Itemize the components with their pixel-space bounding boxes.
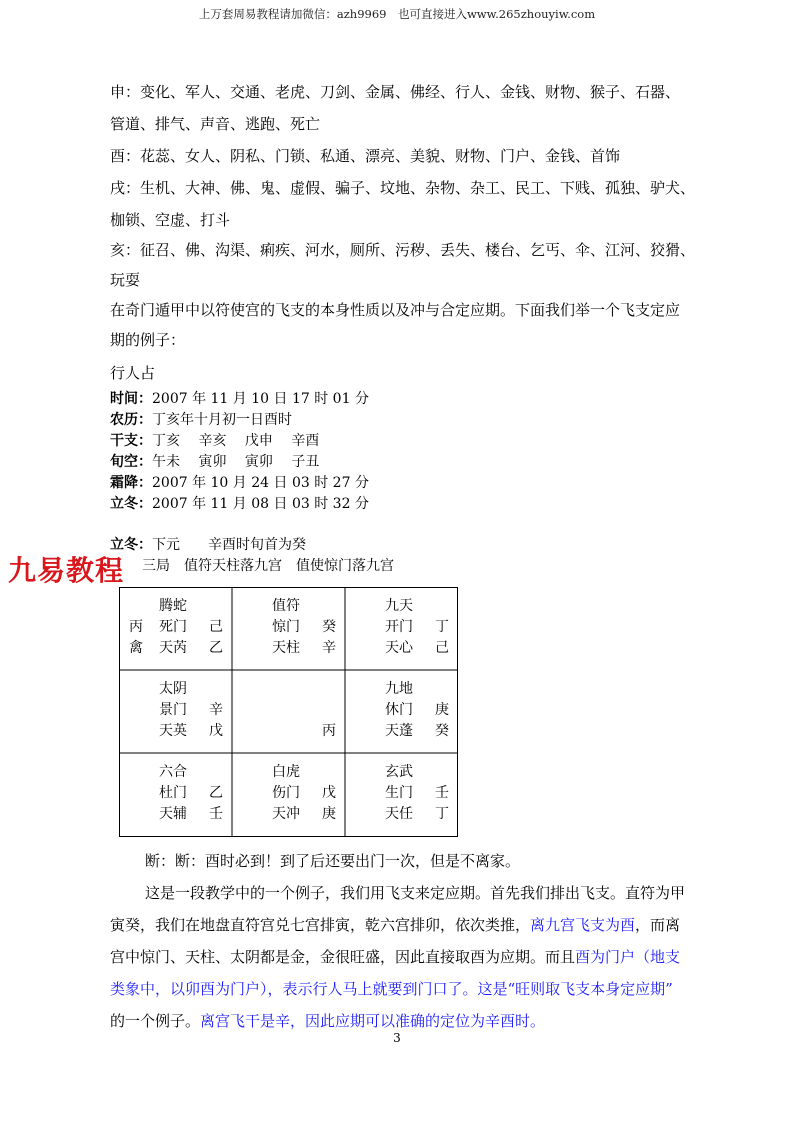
highlight-text: 类象中，以卯酉为门户），表示行人马上就要到门口了。	[110, 980, 478, 998]
info-label: 立冬：	[110, 537, 152, 553]
highlight-text: 离九宫飞支为酉	[530, 916, 636, 934]
info-value: 2007 年 11 月 08 日 03 时 32 分	[152, 496, 369, 512]
heaven-stem: 辛	[209, 702, 223, 718]
qimen-chart	[119, 587, 458, 837]
text-run: 的一个例子。	[110, 1012, 201, 1030]
info-value: 午未 寅卯 寅卯 子丑	[152, 454, 320, 470]
text-line	[110, 947, 680, 967]
text-run: 寅癸，我们在地盘直符宫兑七宫排寅，乾六宫排卯，依次类推，	[110, 916, 531, 934]
text-line: 玩耍	[110, 271, 141, 289]
info-value: 2007 年 11 月 10 日 17 时 01 分	[152, 391, 369, 407]
palace-cell	[119, 753, 232, 836]
text-line: 管道、排气、声音、逃跑、死亡	[110, 115, 321, 133]
text-line: 酉：花蕊、女人、阴私、门锁、私通、漂亮、美貌、财物、门户、金钱、首饰	[110, 147, 621, 165]
earth-stem: 癸	[435, 723, 449, 739]
spirit: 白虎	[272, 764, 300, 780]
text-line: 戌：生机、大神、佛、鬼、虚假、骗子、坟地、杂物、杂工、民工、下贱、孤独、驴犬、	[110, 179, 696, 197]
info-row	[110, 473, 369, 493]
star: 天英	[159, 723, 187, 739]
star: 天辅	[159, 806, 187, 822]
info-label: 霜降：	[110, 475, 152, 491]
palace-cell	[345, 587, 458, 670]
spirit: 六合	[159, 764, 187, 780]
text-line	[110, 979, 673, 999]
spirit: 值符	[272, 598, 300, 614]
star: 天柱	[272, 640, 300, 656]
star: 天心	[385, 640, 413, 656]
earth-stem: 丁	[435, 806, 449, 822]
info-label: 立冬：	[110, 496, 152, 512]
earth-stem: 乙	[209, 640, 223, 656]
star: 天芮	[159, 640, 187, 656]
door: 休门	[385, 702, 413, 718]
door: 杜门	[159, 785, 187, 801]
earth-stem: 壬	[209, 806, 223, 822]
spirit: 玄武	[385, 764, 413, 780]
door: 景门	[159, 702, 187, 718]
door: 伤门	[272, 785, 300, 801]
heaven-stem: 丁	[435, 619, 449, 635]
heaven-stem: 乙	[209, 785, 223, 801]
spirit: 腾蛇	[159, 598, 187, 614]
judgment: 断：断：酉时必到！到了后还要出门一次，但是不离家。	[145, 852, 521, 870]
extra-star: 禽	[129, 640, 143, 656]
text-run: 宫中惊门、天柱、太阴都是金，金很旺盛，因此直接取酉为应期。而且	[110, 948, 576, 966]
info-row	[110, 494, 369, 514]
text-line	[110, 915, 680, 935]
text-line: 申：变化、军人、交通、老虎、刀剑、金属、佛经、行人、金钱、财物、猴子、石器、	[110, 83, 681, 101]
page-number: 3	[393, 1031, 401, 1045]
palace-cell	[119, 670, 232, 753]
highlight-text: 酉为门户（地支	[575, 948, 681, 966]
info-value: 丁亥 辛亥 戊申 辛酉	[152, 433, 320, 449]
spirit: 九地	[385, 681, 413, 697]
earth-stem: 庚	[322, 806, 336, 822]
info-value: 下元 辛酉时旬首为癸	[152, 537, 306, 553]
earth-stem: 辛	[322, 640, 336, 656]
door: 死门	[159, 619, 187, 635]
palace-cell	[232, 587, 345, 670]
page-header: 上万套周易教程请加微信：azh9969 也可直接进入www.265zhouyiw.com	[198, 7, 596, 21]
palace-cell	[119, 587, 232, 670]
info-value: 丁亥年十月初一日酉时	[152, 412, 292, 428]
text-line: 在奇门遁甲中以符使宫的飞支的本身性质以及冲与合定应期。下面我们举一个飞支定应	[110, 301, 681, 319]
info-row	[110, 389, 369, 409]
heaven-stem: 庚	[435, 702, 449, 718]
info-label: 农历：	[110, 412, 152, 428]
text-line: 这是一段教学中的一个例子，我们用飞支来定应期。首先我们排出飞支。直符为甲	[145, 884, 686, 902]
watermark-logo: 九易教程	[8, 554, 125, 587]
text-run: ，而离	[635, 916, 681, 934]
palace-cell-center	[232, 670, 345, 753]
palace-cell	[345, 670, 458, 753]
heaven-stem: 壬	[435, 785, 449, 801]
star: 天蓬	[385, 723, 413, 739]
heaven-stem: 己	[209, 619, 223, 635]
extra-stem: 丙	[129, 619, 143, 635]
info-row	[110, 452, 319, 472]
earth-stem: 丙	[322, 723, 336, 739]
ju-line: 三局 值符天柱落九宫 值使惊门落九宫	[142, 558, 394, 574]
info-row	[110, 535, 306, 555]
text-line: 期的例子：	[110, 331, 186, 349]
earth-stem: 戊	[209, 723, 223, 739]
text-line: 亥：征召、佛、沟渠、痢疾、河水，厕所、污秽、丢失、楼台、乞丐、伞、江河、狡猾、	[110, 241, 696, 259]
door: 惊门	[272, 619, 300, 635]
info-label: 时间：	[110, 391, 152, 407]
text-line	[110, 1011, 545, 1031]
spirit: 九天	[385, 598, 413, 614]
palace-cell	[345, 753, 458, 836]
heaven-stem: 癸	[322, 619, 336, 635]
info-value: 2007 年 10 月 24 日 03 时 27 分	[152, 475, 369, 491]
info-label: 旬空：	[110, 454, 152, 470]
palace-cell	[232, 753, 345, 836]
text-line: 枷锁、空虚、打斗	[110, 211, 231, 229]
info-row	[110, 431, 319, 451]
highlight-text: 这是“旺则取飞支本身定应期”	[477, 980, 673, 998]
earth-stem: 己	[435, 640, 449, 656]
highlight-text: 离宫飞干是辛，因此应期可以准确的定位为辛酉时。	[200, 1012, 546, 1030]
case-title: 行人占	[110, 364, 156, 382]
star: 天任	[385, 806, 413, 822]
star: 天冲	[272, 806, 300, 822]
info-label: 干支：	[110, 433, 152, 449]
door: 开门	[385, 619, 413, 635]
door: 生门	[385, 785, 413, 801]
spirit: 太阴	[159, 681, 187, 697]
info-row	[110, 410, 292, 430]
heaven-stem: 戊	[322, 785, 336, 801]
